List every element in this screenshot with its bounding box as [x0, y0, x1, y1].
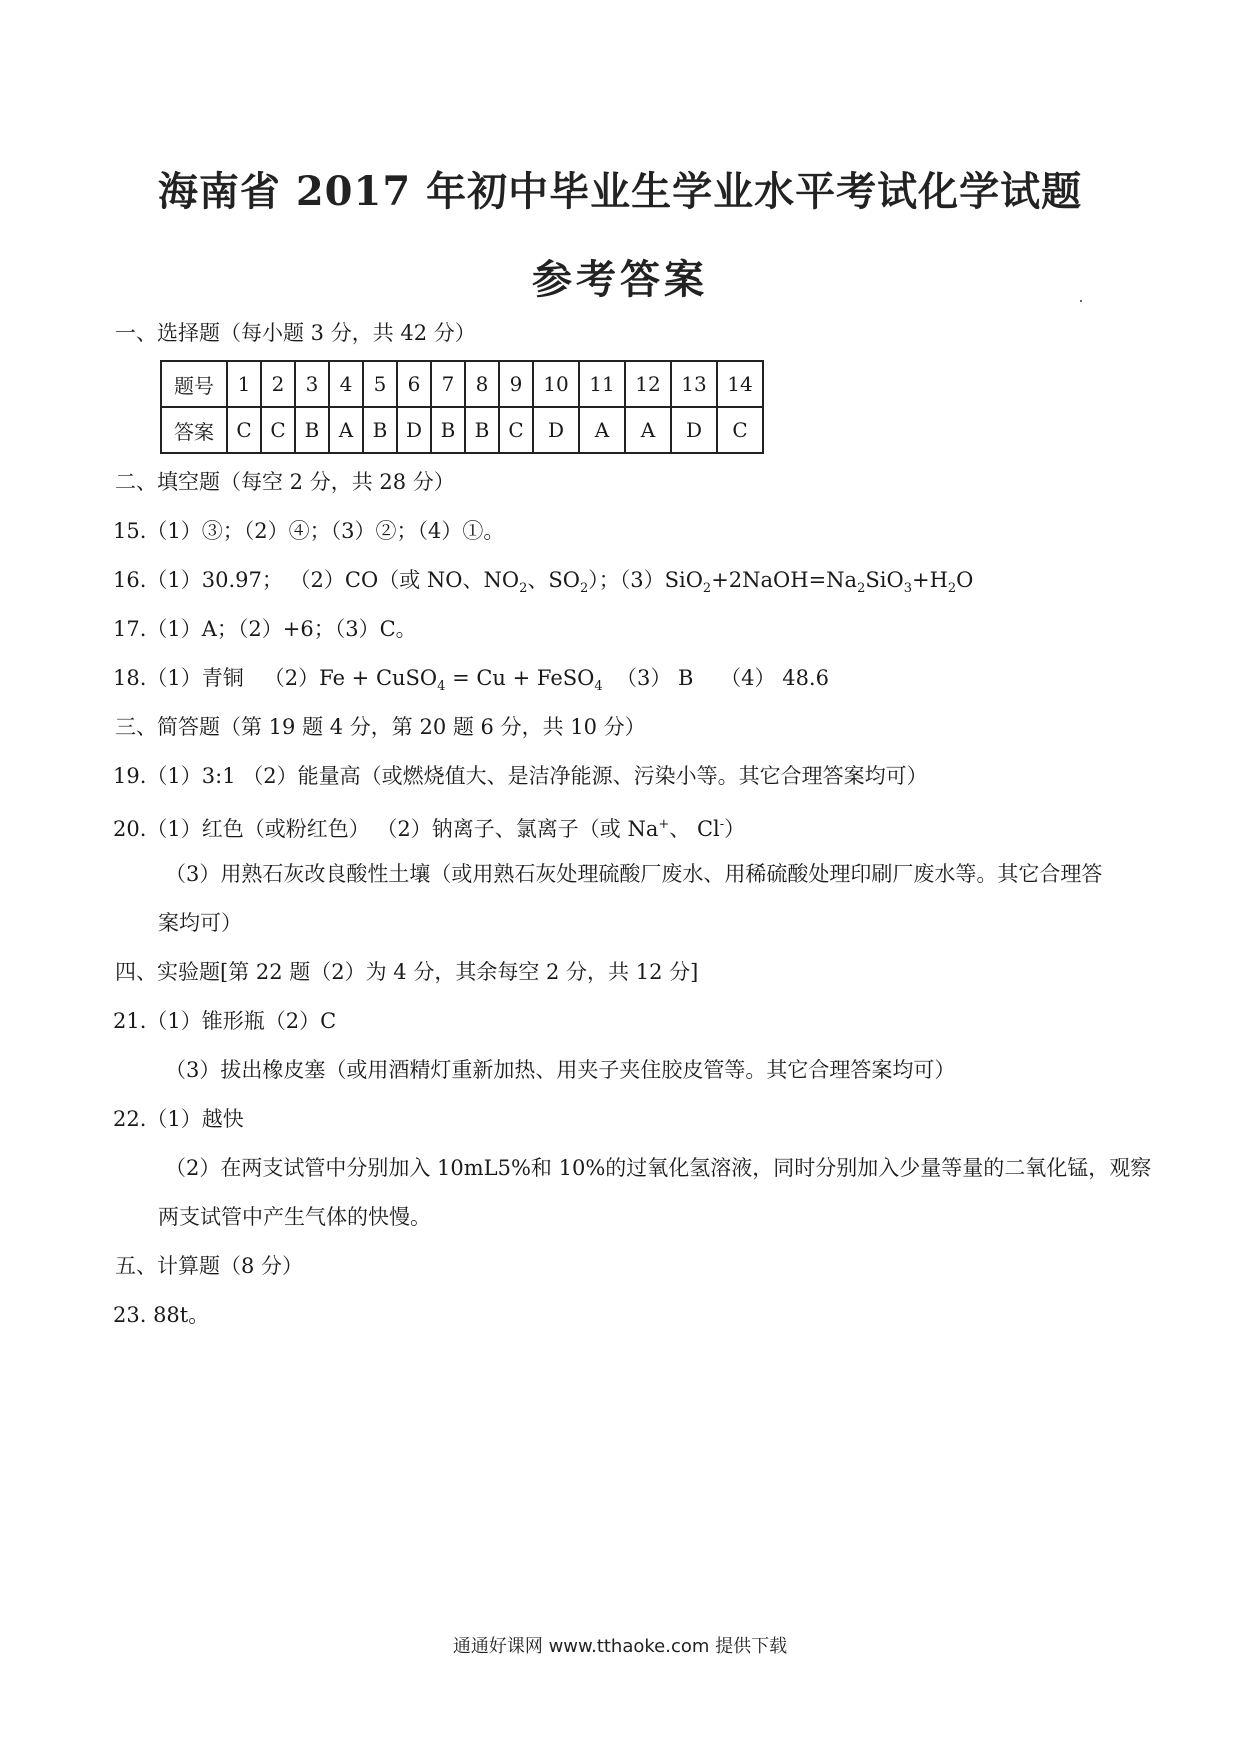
- table-cell: A: [579, 407, 625, 453]
- table-cell: 11: [579, 361, 625, 407]
- answer-19: 19.（1）3:1 （2）能量高（或燃烧值大、是洁净能源、污染小等。其它合理答案均可）: [113, 764, 928, 788]
- answer-22-part2: （2）在两支试管中分别加入 10mL5%和 10%的过氧化氢溶液，同时分别加入少量等量的二氧化锰，观察: [165, 1156, 1152, 1180]
- table-cell: B: [465, 407, 499, 453]
- table-cell: 3: [295, 361, 329, 407]
- answer-23: 23. 88t。: [113, 1303, 210, 1327]
- table-cell: B: [295, 407, 329, 453]
- section-choice-heading: 一、选择题（每小题 3 分，共 42 分）: [115, 321, 476, 345]
- answer-20-part3: （3）用熟石灰改良酸性土壤（或用熟石灰处理硫酸厂废水、用稀硫酸处理印刷厂废水等。其它合理答: [165, 862, 1103, 886]
- table-row-numbers: [161, 361, 763, 407]
- answer-table: [160, 360, 764, 454]
- table-cell: 4: [329, 361, 363, 407]
- table-cell: 1: [227, 361, 261, 407]
- section-calculation-heading: 五、计算题（8 分）: [115, 1254, 304, 1278]
- page-subtitle: 参考答案: [532, 256, 708, 303]
- table-cell: D: [533, 407, 579, 453]
- table-cell: A: [329, 407, 363, 453]
- answer-16: 16.（1）30.97； （2）CO（或 NO、$NO_2$、$SO_2$）；$(3)SiO_2+2NaOH=Na_2SiO_3+H_2O$: [113, 568, 974, 597]
- table-cell: 7: [431, 361, 465, 407]
- section-fill-heading: 二、填空题（每空 2 分，共 28 分）: [115, 470, 455, 494]
- table-cell: 10: [533, 361, 579, 407]
- answer-22-part2-cont: 两支试管中产生气体的快慢。: [158, 1205, 431, 1229]
- table-cell: A: [625, 407, 671, 453]
- table-cell: C: [227, 407, 261, 453]
- scan-speck: [1080, 300, 1082, 302]
- answer-21: 21.（1）锥形瓶（2）C: [113, 1009, 337, 1033]
- answer-21-part3: （3）拔出橡皮塞（或用酒精灯重新加热、用夹子夹住胶皮管等。其它合理答案均可）: [165, 1058, 956, 1082]
- answer-22: 22.（1）越快: [113, 1107, 244, 1131]
- table-cell: 14: [717, 361, 763, 407]
- table-cell: C: [261, 407, 295, 453]
- table-cell: 8: [465, 361, 499, 407]
- table-header-number: 题号: [161, 361, 227, 407]
- table-header-answer: 答案: [161, 407, 227, 453]
- table-cell: 13: [671, 361, 717, 407]
- table-cell: 6: [397, 361, 431, 407]
- table-cell: B: [431, 407, 465, 453]
- table-cell: D: [397, 407, 431, 453]
- page-title: 海南省 2017 年初中毕业生学业水平考试化学试题: [157, 168, 1083, 215]
- section-experiment-heading: 四、实验题[第 22 题（2）为 4 分，其余每空 2 分，共 12 分]: [115, 960, 699, 984]
- table-cell: D: [671, 407, 717, 453]
- answer-18: 18.（1）青铜 （2）Fe + CuSO$_4$ = Cu + FeSO$_4$ （3） B （4） 48.6: [113, 666, 829, 695]
- answer-17: 17.（1）A；（2）+6；（3）C。: [113, 617, 417, 641]
- table-row-answers: [161, 407, 763, 453]
- table-cell: 9: [499, 361, 533, 407]
- table-cell: 12: [625, 361, 671, 407]
- table-cell: 5: [363, 361, 397, 407]
- answer-20: 20.（1）红色（或粉红色） （2）钠离子、氯离子（或 Na+、 Cl-）: [113, 817, 746, 841]
- answer-15: 15.（1）③；（2）④；（3）②；（4）①。: [113, 519, 505, 543]
- table-cell: B: [363, 407, 397, 453]
- table-cell: C: [717, 407, 763, 453]
- section-short-answer-heading: 三、简答题（第 19 题 4 分，第 20 题 6 分，共 10 分）: [115, 715, 646, 739]
- table-cell: C: [499, 407, 533, 453]
- table-cell: 2: [261, 361, 295, 407]
- page-footer: 通通好课网 www.tthaoke.com 提供下载: [452, 1636, 788, 1657]
- answer-20-part3-cont: 案均可）: [158, 911, 242, 935]
